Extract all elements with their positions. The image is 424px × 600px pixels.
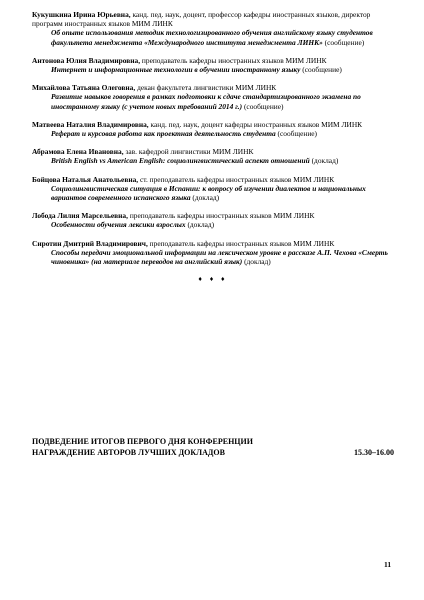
speaker-name: Михайлова Татьяна Олеговна,	[32, 83, 136, 93]
speaker-info	[32, 239, 394, 248]
speaker-info	[32, 120, 394, 129]
talk-info	[32, 248, 394, 266]
speaker-name: Бойцова Наталья Анатольевна,	[32, 174, 139, 184]
talk-title: Об опыте использования методик технологизированного обучения английскому языку студентов факультета менеджмента «Международного института менеджмента ЛИНК»	[51, 28, 373, 47]
speaker-entry	[32, 120, 394, 138]
speaker-entry	[32, 10, 394, 47]
speaker-position: преподаватель кафедры иностранных языков МИМ ЛИНК	[127, 211, 315, 221]
speaker-position: преподаватель кафедры иностранных языков МИМ ЛИНК	[140, 55, 327, 65]
closing-session	[32, 436, 394, 458]
speaker-info	[32, 83, 394, 92]
talk-info	[32, 65, 394, 74]
speaker-position: ст. преподаватель кафедры иностранных языков МИМ ЛИНК	[138, 174, 335, 184]
talk-format: (сообщение)	[242, 101, 284, 111]
speaker-entry	[32, 56, 394, 74]
page-number: 11	[384, 560, 392, 569]
closing-line	[32, 447, 394, 458]
talk-format: (доклад)	[185, 220, 215, 230]
talk-format: (сообщение)	[275, 129, 318, 139]
session-time: 15.30–16.00	[354, 448, 394, 457]
speaker-name: Абрамова Елена Ивановна,	[32, 147, 124, 157]
speaker-entry	[32, 175, 394, 203]
speaker-position: канд. пед. наук, доцент кафедры иностранных языков МИМ ЛИНК	[148, 119, 363, 129]
speaker-info	[32, 10, 394, 28]
talk-info	[32, 28, 394, 46]
speaker-name: Кукушкина Ирина Юрьевна,	[32, 10, 131, 19]
talk-info	[32, 184, 394, 202]
speaker-info	[32, 56, 394, 65]
awards-heading: НАГРАЖДЕНИЕ АВТОРОВ ЛУЧШИХ ДОКЛАДОВ	[32, 448, 225, 457]
speaker-info	[32, 175, 394, 184]
talk-format: (доклад)	[242, 257, 271, 267]
talk-info	[32, 156, 394, 165]
speaker-list	[32, 10, 394, 283]
speaker-name: Антонова Юлия Владимировна,	[32, 55, 141, 65]
talk-title: Реферат и курсовая работа как проектная деятельность студента	[51, 129, 276, 139]
speaker-name: Матвеева Наталия Владимировна,	[32, 119, 149, 129]
talk-title: Интернет и информационные технологии в обучении иностранному языку	[51, 65, 301, 75]
talk-title: British English vs American English: социолингвистический аспект отношений	[51, 156, 310, 166]
talk-title: Способы передачи эмоциональной информации на лексическом уровне в рассказе А.П. Чехова «Смерть чиновника» (на материале переводов на английский язык)	[51, 247, 388, 267]
section-divider: ♦ ♦ ♦	[198, 275, 228, 284]
speaker-position: преподаватель кафедры иностранных языков МИМ ЛИНК	[147, 238, 335, 248]
speaker-info	[32, 211, 394, 220]
talk-format: (сообщение)	[300, 65, 342, 75]
talk-format: (доклад)	[190, 193, 220, 203]
speaker-name: Лобода Лилия Марсельевна,	[32, 211, 128, 221]
speaker-entry	[32, 239, 394, 267]
speaker-position: зав. кафедрой лингвистики МИМ ЛИНК	[123, 147, 254, 157]
speaker-position: канд. пед. наук, доцент, профессор кафедры иностранных языков, директор программ иностранных языков МИМ ЛИНК	[32, 10, 371, 29]
talk-format: (доклад)	[309, 156, 339, 166]
speaker-position: декан факультета лингвистики МИМ ЛИНК	[135, 83, 277, 93]
speaker-name: Сиротин Дмитрий Владимирович,	[32, 238, 148, 248]
speaker-entry	[32, 211, 394, 229]
talk-title: Развитие навыков говорения в рамках подготовки к сдаче стандартизированного экзамена по иностранному языку (с учетом новых требований 2014 г.)	[51, 92, 361, 111]
closing-heading: ПОДВЕДЕНИЕ ИТОГОВ ПЕРВОГО ДНЯ КОНФЕРЕНЦИИ	[32, 437, 253, 446]
talk-title: Особенности обучения лексики взрослых	[51, 220, 186, 230]
talk-info	[32, 220, 394, 229]
speaker-entry	[32, 83, 394, 111]
talk-info	[32, 129, 394, 138]
speaker-entry	[32, 147, 394, 165]
speaker-info	[32, 147, 394, 156]
talk-info	[32, 92, 394, 110]
talk-title: Социолингвистическая ситуация в Испании: к вопросу об изучении диалектов и национальных вариантов современного испанского языка	[51, 183, 366, 203]
talk-format: (сообщение)	[322, 37, 365, 47]
